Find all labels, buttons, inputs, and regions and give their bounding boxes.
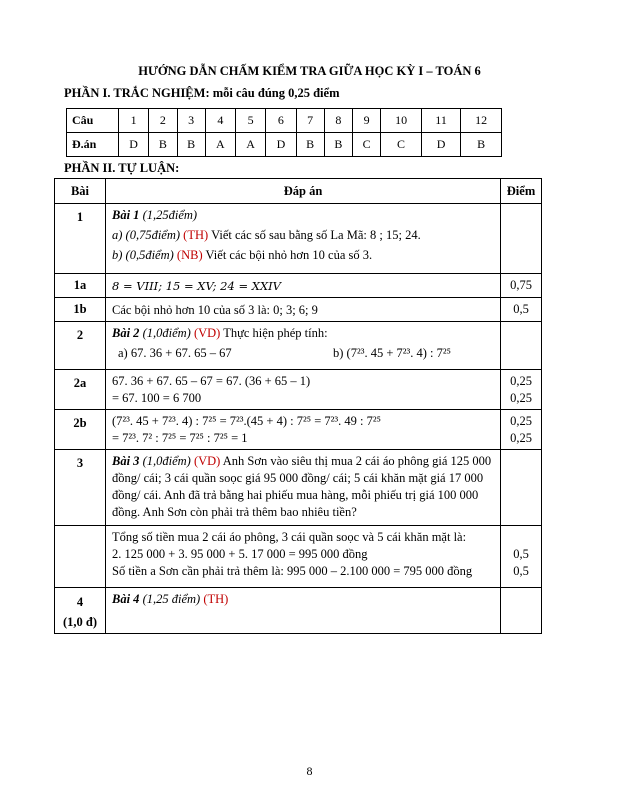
points-cell [501,410,542,450]
level-tag: (NB) [176,248,203,262]
question-number: 8 [324,109,352,133]
question-number: 4 [205,109,235,133]
points-value: 0,25 [510,374,532,388]
question-number: 2 [149,109,177,133]
question-cell [106,204,501,274]
table-row [55,450,542,526]
question-cell [106,450,501,526]
answer-cell [106,526,501,588]
level-tag: (VD) [193,326,221,340]
answer-line: 67. 36 + 67. 65 – 67 = 67. (36 + 65 – 1) [112,374,311,388]
level-tag: (TH) [183,228,209,242]
part1-heading: PHẦN I. TRẮC NGHIỆM: mỗi câu đúng 0,25 điểm [64,86,340,100]
answer-line: = 7²³. 7² : 7²⁵ = 7²⁵ : 7²⁵ = 1 [112,431,248,445]
answer-cell: B [149,133,177,157]
points-value: 0,5 [513,547,529,561]
table-row [55,298,542,322]
problem-points: (1,25 điểm) [139,592,201,606]
answer-cell: D [266,133,296,157]
answer-cell: B [177,133,205,157]
question-number: 10 [381,109,422,133]
question-number: 9 [353,109,381,133]
question-number: 12 [461,109,502,133]
problem-title: Bài 2 [112,326,140,340]
header-dapan: Đáp án [106,179,501,204]
question-cell [106,322,501,370]
bai-number: 1 [55,204,106,274]
points-value: 0,25 [510,431,532,445]
table-row [55,274,542,298]
level-tag: (TH) [203,592,229,606]
points-cell: 0,5 [501,298,542,322]
answer-cell: A [205,133,235,157]
part2-heading: PHẦN II. TỰ LUẬN: [64,161,180,175]
answer-line: (7²³. 45 + 7²³. 4) : 7²⁵ = 7²³.(45 + 4) : 7²⁵ = 7²³. 49 : 7²⁵ [112,414,381,428]
answer-text: 8 = VIII; 15 = XV; 24 = XXIV [112,278,281,293]
answer-cell: C [381,133,422,157]
table-row [55,370,542,410]
points-cell [501,450,542,526]
answer-key-table [66,108,502,157]
problem-points: (1,0điểm) [139,326,191,340]
answer-cell [106,410,501,450]
problem-title: Bài 1 [112,208,140,222]
header-bai: Bài [55,179,106,204]
document-title: HƯỚNG DẪN CHẤM KIỂM TRA GIỮA HỌC KỲ I – TOÁN 6 [138,64,481,78]
question-text: Anh Sơn vào siêu thị mua 2 cái áo phông giá 125 000 đồng/ cái; 3 cái quần soọc giá 95 000 đồng/ cái; 5 cái khăn mặt giá 17 000 đồng/ cái. Anh đã trả bằng hai phiếu mua hàng, mỗi phiếu trị giá 100 000 đồng. Anh Sơn còn phải trả thêm bao nhiêu tiền? [112,454,492,519]
question-number: 11 [421,109,460,133]
answer-line: Số tiền a Sơn cần phải trả thêm là: 995 000 – 2.100 000 = 795 000 đồng [112,564,473,578]
problem-points: (1,0điểm) [139,454,191,468]
question-number: 6 [266,109,296,133]
answer-cell: B [296,133,324,157]
answer-cell: C [353,133,381,157]
essay-grading-table [54,178,542,634]
level-tag: (VD) [193,454,221,468]
points-cell [501,322,542,370]
answer-line: Tổng số tiền mua 2 cái áo phông, 3 cái quần soọc và 5 cái khăn mặt là: [112,530,467,544]
problem-points: (1,25điểm) [139,208,198,222]
answer-cell: A [236,133,266,157]
question-number: 3 [177,109,205,133]
page-number: 8 [306,764,313,778]
subquestion-b: b) (7²³. 45 + 7²³. 4) : 7²⁵ [333,346,451,360]
answer-text: Các bội nhỏ hơn 10 của số 3 là: 0; 3; 6; 9 [112,302,318,317]
answer-cell: B [461,133,502,157]
answer-cell [106,298,501,322]
part-label: b) (0,5điểm) [112,248,174,262]
bai-number: 4 (1,0 đ) [55,588,106,634]
table-row [55,322,542,370]
bai-number: 1a [55,274,106,298]
subquestion-a: a) 67. 36 + 67. 65 – 67 [118,346,232,360]
problem-title: Bài 4 [112,592,140,606]
points-value: 0,25 [510,414,532,428]
header-diem: Điểm [501,179,542,204]
table-header-row [55,179,542,204]
table-row [55,204,542,274]
bai-number: 2b [55,410,106,450]
row-label-question: Câu [67,109,119,133]
table-row [55,526,542,588]
answer-cell: D [119,133,149,157]
table-row [55,588,542,634]
question-number: 1 [119,109,149,133]
points-cell [501,370,542,410]
bai-number: 1b [55,298,106,322]
points-cell [501,204,542,274]
bai-number: 3 [55,450,106,526]
answer-cell [106,274,501,298]
question-text: Viết các số sau bằng số La Mã: 8 ; 15; 24. [208,228,421,242]
bai-points-note: (1,0 đ) [62,615,98,629]
bai-number: 2 [55,322,106,370]
question-cell [106,588,501,634]
points-cell [501,526,542,588]
points-cell [501,588,542,634]
question-row [67,109,502,133]
answer-cell [106,370,501,410]
part-label: a) (0,75điểm) [112,228,181,242]
question-number: 7 [296,109,324,133]
bai-number [55,526,106,588]
table-row [55,410,542,450]
row-label-answer: Đ.án [67,133,119,157]
answer-line: = 67. 100 = 6 700 [112,391,202,405]
answer-cell: B [324,133,352,157]
points-value: 0,25 [510,391,532,405]
answer-line: 2. 125 000 + 3. 95 000 + 5. 17 000 = 995 000 đồng [112,547,368,561]
answer-cell: D [421,133,460,157]
answer-row [67,133,502,157]
points-cell: 0,75 [501,274,542,298]
question-text: Viết các bội nhỏ hơn 10 của số 3. [202,248,373,262]
points-value: 0,5 [513,564,529,578]
problem-title: Bài 3 [112,454,140,468]
question-number: 5 [236,109,266,133]
question-text: Thực hiện phép tính: [220,326,328,340]
bai-number: 2a [55,370,106,410]
